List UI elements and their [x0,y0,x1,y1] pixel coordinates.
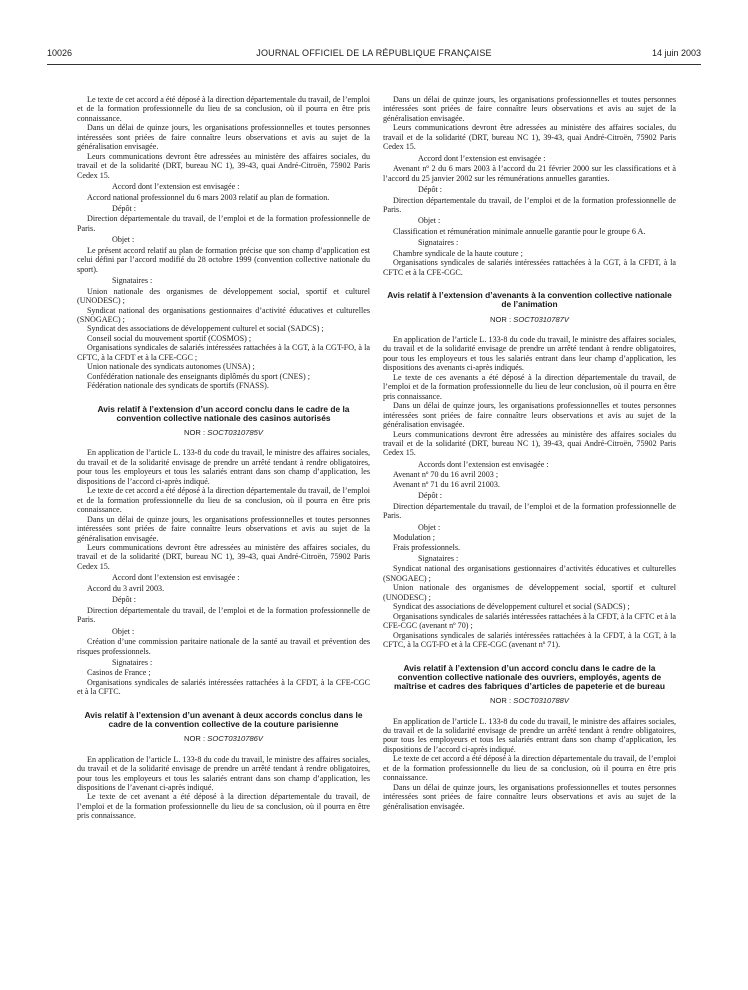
signatory: Organisations syndicales de salariés intéressées rattachées à la CFDT, à la CFE-CGC et à la CFTC. [77,677,370,697]
signatory: Syndicat des associations de développement culturel et social (SADCS) ; [87,324,324,334]
section-label: Accords dont l’extension est envisagée : [418,459,549,469]
signatory: Chambre syndicale de la haute couture ; [393,248,523,258]
signatory: Conseil social du mouvement sportif (COSMOS) ; [87,333,252,343]
notice-heading: Avis relatif à l’extension d’un accord conclu dans le cadre de la convention collective nationale des casinos autorisés [97,403,350,423]
paragraph: Modulation ; [393,533,436,543]
paragraph: Accord du 3 avril 2003. [87,583,165,593]
page-number: 10026 [47,48,73,58]
section-label: Dépôt : [418,491,443,501]
paragraph: Le texte de cet accord a été déposé à la direction départementale du travail, de l’emploi et de la formation professionnelle du lieu de sa conclusion, où il pourra en être pris connaissance. [383,754,676,783]
paragraph: Le texte de cet avenant a été déposé à la direction départementale du travail, de l’emploi et de la formation professionnelle du lieu de sa conclusion, où il pourra en être pris connaissance. [77,792,370,821]
section-label: Accord dont l’extension est envisagée : [112,573,240,583]
paragraph: Leurs communications devront être adressées au ministère des affaires sociales, du travail et de la solidarité (DRT, bureau NC 1), 39-43, quai André-Citroën, 75902 Paris Cedex 15. [383,123,676,152]
paragraph: En application de l’article L. 133-8 du code du travail, le ministre des affaires sociales, du travail et de la solidarité envisage de prendre un arrêté tendant à rendre obligatoires, pour tous les employeurs et tous les salariés entrant dans leur champ d’application, les dispositions des avenants ci-après indiqués. [383,335,676,373]
paragraph: Direction départementale du travail, de l’emploi et de la formation professionnelle de Paris. [77,605,370,625]
signatory: Union nationale des organismes de développement social, sportif et culturel (UNODESC) ; [383,583,676,602]
paragraph: En application de l’article L. 133-8 du code du travail, le ministre des affaires sociales, du travail et de la solidarité envisage de prendre un arrêté tendant à rendre obligatoires, pour tous les employeurs et tous les salariés entrant dans son champ d’application, les dispositions de l’accord ci-après indiqué. [77,448,370,486]
signatory: Union nationale des syndicats autonomes (UNSA) ; [87,362,255,372]
signatory: Fédération nationale des syndicats de sportifs (FNASS). [87,381,269,391]
paragraph: Leurs communications devront être adressées au ministère des affaires sociales, du travail et de la solidarité (DRT, bureau NC 1), 39-43, quai André-Citroën, 75902 Paris Cedex 15. [77,542,370,571]
nor-reference [77,734,370,743]
signatory: Union nationale des organismes de développement social, sportif et culturel (UNODESC) ; [77,286,370,306]
paragraph: Dans un délai de quinze jours, les organisations professionnelles et toutes personnes intéressées sont priées de faire connaître leurs observations et avis au sujet de la généralisation envisagée. [77,514,370,543]
paragraph: Classification et rémunération minimale annuelle garantie pour le groupe 6 A. [393,226,646,236]
nor-label: NOR : [490,696,512,706]
signatory: Syndicat national des organisations gestionnaires d’activités éducatives et culturelles (SNOGAEC) ; [383,564,676,583]
paragraph: Avenant nº 71 du 16 avril 21003. [393,479,500,489]
paragraph: Accord national professionnel du 6 mars 2003 relatif au plan de formation. [87,192,330,202]
header-rule [47,64,701,65]
section-label: Accord dont l’extension est envisagée : [418,153,546,163]
paragraph: Le présent accord relatif au plan de formation précise que son champ d’application est celui défini par l’accord modifié du 28 octobre 1999 (convention collective nationale du sport). [77,245,370,274]
section-label: Signataires : [112,276,153,286]
paragraph: Le texte de cet accord a été déposé à la direction départementale du travail, de l’emploi et de la formation professionnelle du lieu de sa conclusion, où il pourra en être pris connaissance. [77,95,370,123]
nor-code: SOCT0310786V [207,734,263,744]
nor-label: NOR : [490,314,512,324]
nor-label: NOR : [184,428,206,437]
paragraph: Dans un délai de quinze jours, les organisations professionnelles et toutes personnes intéressées sont priées de faire connaître leurs observations et avis au sujet de la généralisation envisagée. [383,401,676,430]
notice-heading: Avis relatif à l’extension d’avenants à la convention collective nationale de l’animation [387,290,672,310]
nor-reference [77,428,370,437]
notice-heading: Avis relatif à l’extension d’un avenant à deux accords conclus dans le cadre de la convention collective de la couture parisienne [84,709,363,729]
paragraph: Le texte de cet accord a été déposé à la direction départementale du travail, de l’emploi et de la formation professionnelle du lieu de sa conclusion, où il pourra en être pris connaissance. [77,486,370,515]
paragraph: Dans un délai de quinze jours, les organisations professionnelles et toutes personnes intéressées sont priées de faire connaître leurs observations et avis au sujet de la généralisation envisagée. [383,95,676,123]
page-header [47,48,701,62]
section-label: Signataires : [112,657,153,667]
section-label: Objet : [112,235,135,245]
nor-code: SOCT0310787V [513,314,569,324]
paragraph: Direction départementale du travail, de l’emploi et de la formation professionnelle de Paris. [383,195,676,214]
section-label: Objet : [418,216,441,226]
signatory: Organisations syndicales de salariés intéressées rattachées à la CFDT, à la CGT, à la CFTC, à la CGT-FO et à la CFE-CGC (avenant nº 71). [383,630,676,650]
issue-date: 14 juin 2003 [651,48,701,58]
nor-code: SOCT0310785V [207,428,263,437]
paragraph: Avenant nº 70 du 16 avril 2003 ; [393,470,499,480]
signatory: Organisations syndicales de salariés intéressées rattachées à la CGT, à la CGT-FO, à la CFTC, à la CFDT et à la CFE-CGC ; [77,343,370,362]
paragraph: Frais professionnels. [393,542,460,552]
paragraph: Direction départementale du travail, de l’emploi et de la formation professionnelle de Paris. [77,214,370,233]
paragraph: En application de l’article L. 133-8 du code du travail, le ministre des affaires sociales, du travail et de la solidarité envisage de prendre un arrêté tendant à rendre obligatoires, pour tous les employeurs et tous les salariés entrant dans son champ d’application, les dispositions de l’accord ci-après indiqué. [383,716,676,754]
signatory: Confédération nationale des enseignants diplômés du sport (CNES) ; [87,371,310,381]
signatory: Organisations syndicales de salariés intéressées rattachées à la CGT, à la CFDT, à la CFTC et à la CFE-CGC. [383,258,676,277]
signatory: Organisations syndicales de salariés intéressées rattachées à la CFDT, à la CFTC et à la CFE-CGC (avenant nº 70) ; [383,611,676,631]
section-label: Objet : [112,626,135,636]
signatory: Syndicat national des organisations gestionnaires d’activité éducatives et culturelles (SNOGAEC) ; [77,305,370,324]
nor-reference [383,696,676,705]
paragraph: Dans un délai de quinze jours, les organisations professionnelles et toutes personnes intéressées sont priées de faire connaître leurs observations et avis au sujet de la généralisation envisagée. [383,782,676,811]
signatory: Syndicat des associations de développement culturel et social (SADCS) ; [393,602,630,612]
notice-heading: Avis relatif à l’extension d’un accord conclu dans le cadre de la convention collective nationale des ouvriers, employés, agents de maîtrise et cadres des fabriques d’articles de papeterie et de bureau [394,662,665,691]
signatory: Casinos de France ; [87,668,151,678]
section-label: Accord dont l’extension est envisagée : [112,182,240,192]
paragraph: Création d’une commission paritaire nationale de la santé au travail et prévention des risques professionnels. [77,637,370,656]
journal-title: JOURNAL OFFICIEL DE LA RÉPUBLIQUE FRANÇAISE [256,48,492,58]
left-column [77,95,370,821]
paragraph: Direction départementale du travail, de l’emploi et de la formation professionnelle de Paris. [383,501,676,521]
paragraph: Dans un délai de quinze jours, les organisations professionnelles et toutes personnes intéressées sont priées de faire connaître leurs observations et avis au sujet de la généralisation envisagée. [77,123,370,152]
section-label: Dépôt : [112,595,137,605]
paragraph: En application de l’article L. 133-8 du code du travail, le ministre des affaires sociales, du travail et de la solidarité envisage de prendre un arrêté tendant à rendre obligatoires, pour tous les employeurs et tous les salariés entrant dans son champ d’application, les dispositions de l’avenant ci-après indiqué. [77,754,370,792]
section-label: Signataires : [418,238,459,248]
nor-label: NOR : [184,734,206,744]
section-label: Signataires : [418,553,459,563]
section-label: Objet : [418,522,441,532]
section-label: Dépôt : [418,185,443,195]
paragraph: Le texte de ces avenants a été déposé à la direction départementale du travail, de l’emploi et de la formation professionnelle du lieu de leur conclusion, où il pourra en être pris connaissance. [383,372,676,401]
paragraph: Leurs communications devront être adressées au ministère des affaires sociales du travail et de la solidarité (DRT, bureau NC 1), 39-43, quai André-Citroën, 75902 Paris Cedex 15. [383,429,676,458]
section-label: Dépôt : [112,203,137,213]
paragraph: Avenant nº 2 du 6 mars 2003 à l’accord du 21 février 2000 sur les classifications et à l’accord du 25 janvier 2002 sur les rémunérations annuelles garanties. [383,164,676,183]
nor-code: SOCT0310788V [513,696,569,706]
nor-reference [383,315,676,324]
right-column [383,95,676,811]
paragraph: Leurs communications devront être adressées au ministère des affaires sociales, du travail et de la solidarité (DRT, bureau NC 1), 39-43, quai André-Citroën, 75902 Paris Cedex 15. [77,151,370,180]
